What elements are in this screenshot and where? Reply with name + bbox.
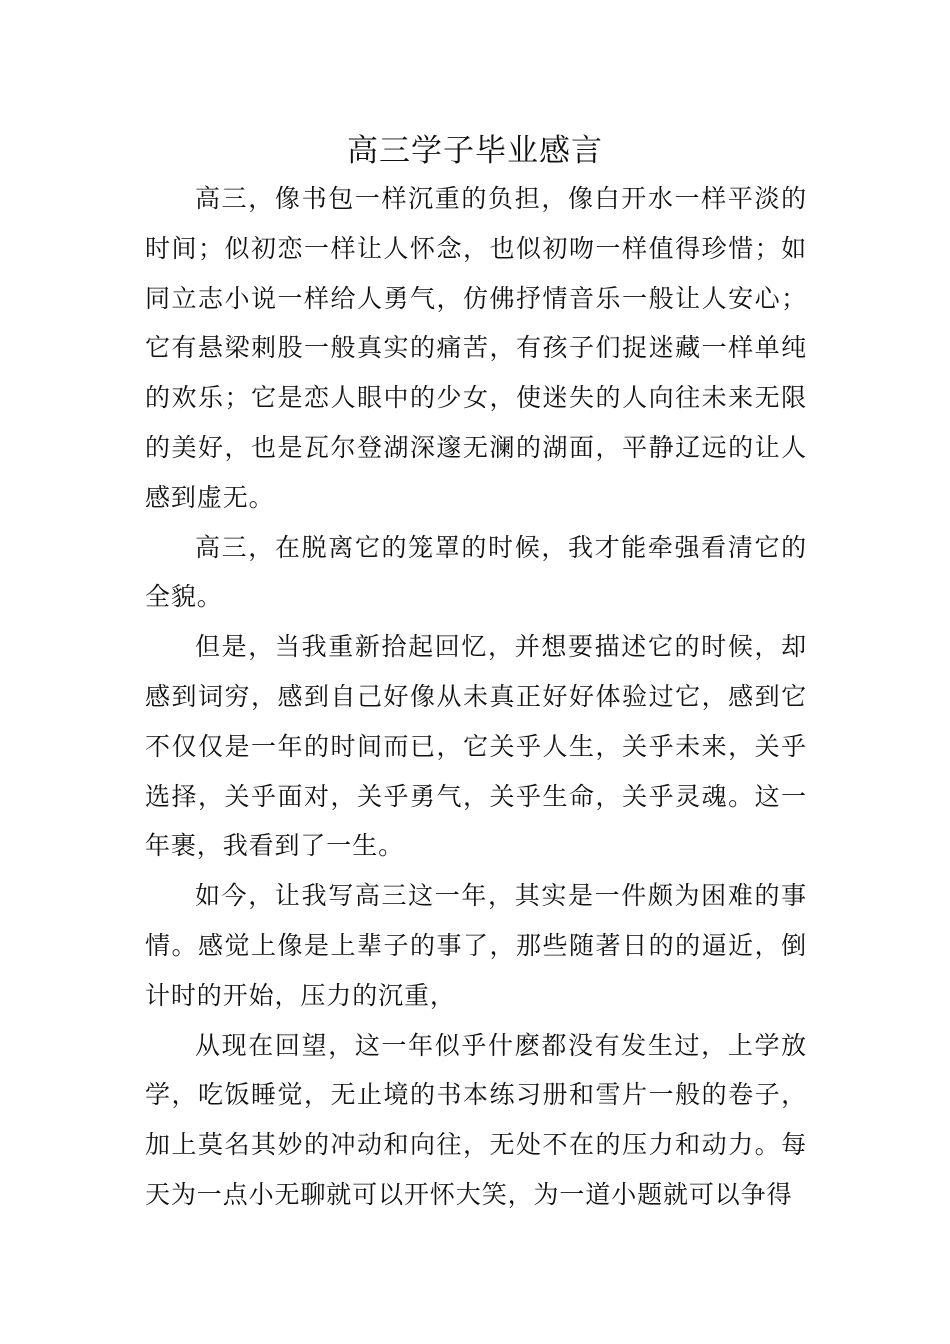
paragraph: 从现在回望，这一年似乎什麽都没有发生过，上学放学，吃饭睡觉，无止境的书本练习册和雪片一般的卷子，加上莫名其妙的冲动和向往，无处不在的压力和动力。每天为一点小无聊就可以开怀大笑，为一道小题就可以争得	[145, 1030, 807, 1209]
document-body	[145, 174, 807, 1220]
document-title: 高三学子毕业感言	[347, 133, 603, 169]
paragraph: 如今，让我写高三这一年，其实是一件颇为困难的事情。感觉上像是上辈子的事了，那些随著日的的逼近，倒计时的开始，压力的沉重，	[145, 881, 807, 1010]
paragraph: 高三，像书包一样沉重的负担，像白开水一样平淡的时间；似初恋一样让人怀念，也似初吻一样值得珍惜；如同立志小说一样给人勇气，仿佛抒情音乐一般让人安心；它有悬梁刺股一般真实的痛苦，有孩子们捉迷藏一样单纯的欢乐；它是恋人眼中的少女，使迷失的人向往未来无限的美好，也是瓦尔登湖深邃无澜的湖面，平静辽远的让人感到虚无。	[145, 184, 807, 512]
paragraph: 但是，当我重新拾起回忆，并想要描述它的时候，却感到词穷，感到自己好像从未真正好好体验过它，感到它不仅仅是一年的时间而已，它关乎人生，关乎未来，关乎选择，关乎面对，关乎勇气，关乎生命，关乎灵魂。这一年裹，我看到了一生。	[145, 632, 807, 861]
paragraph: 高三，在脱离它的笼罩的时候，我才能牵强看清它的全貌。	[145, 532, 807, 612]
